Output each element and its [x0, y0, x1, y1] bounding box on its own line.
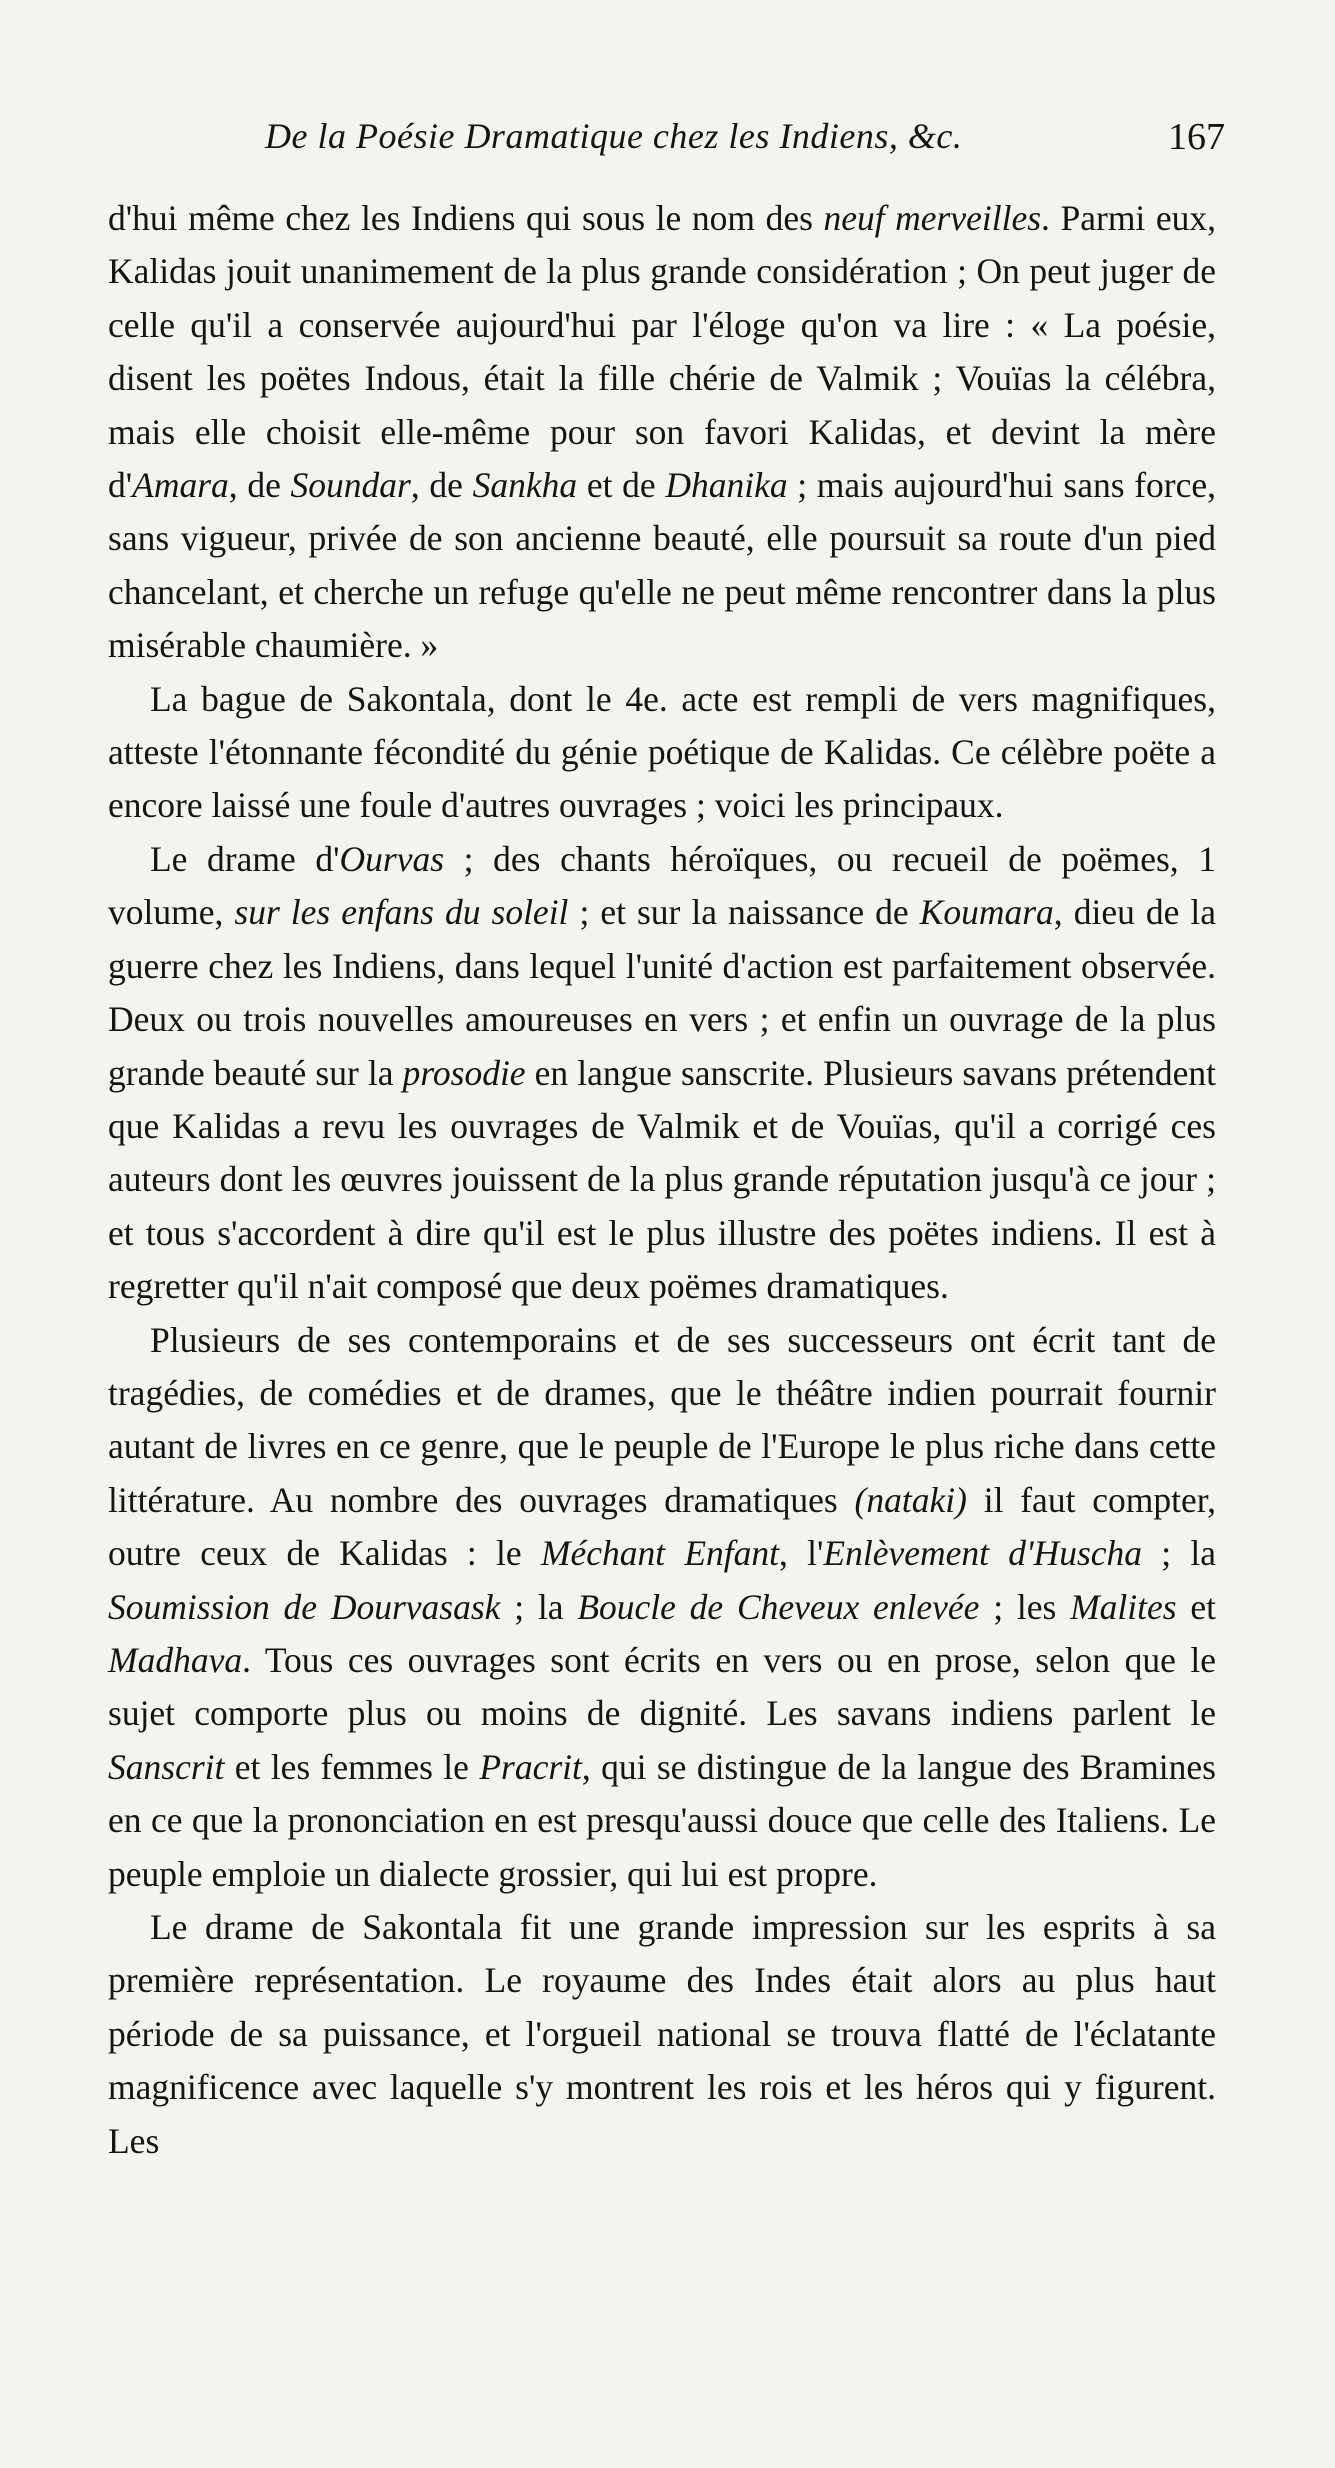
text-run: , de: [410, 465, 473, 506]
text-run: ; la: [500, 1586, 578, 1627]
italic-run: neuf merveilles: [823, 198, 1042, 238]
italic-run: Amara: [132, 465, 229, 506]
text-run: en langue sanscrite. Plusieurs savans prétendent que Kalidas a revu les ouvrages de Valmik et de Vouïas, qu'il a corrigé ces auteurs dont les œuvres jouissent de la plus grande réputation jusqu'à ce jour ; et tous s'accordent à dire qu'il est le plus illustre des poëtes indiens. Il est à regretter qu'il n'ait composé que deux poëmes dramatiques.: [108, 1052, 1216, 1307]
text-run: Le drame de Sakontala fit une grande impression sur les esprits à sa première représentation. Le royaume des Indes était alors au plus haut période de sa puissance, et l'orgueil national se trouva flatté de l'éclatante magnificence avec laquelle s'y montrent les rois et les héros qui y figurent. Les: [108, 1907, 1216, 2161]
paragraph-2: [108, 673, 1216, 833]
italic-run: Sankha: [472, 465, 578, 506]
text-run: ; des chants héroïques, ou recueil de poëmes, 1 volume,: [108, 838, 1217, 933]
text-run: , de: [228, 465, 291, 506]
body-text: [108, 192, 1216, 2168]
text-run: ; les: [979, 1586, 1071, 1627]
running-title: De la Poésie Dramatique chez les Indiens, &c.: [265, 116, 963, 156]
paragraph-3: [108, 833, 1216, 1314]
italic-run: Koumara: [919, 892, 1054, 933]
text-run: . Parmi eux, Kalidas jouit unanimement de la plus grande considération ; On peut juger de celle qu'il a conservée aujourd'hui par l'éloge qu'on va lire : « La poésie, disent les poëtes Indous, était la fille chérie de Valmik ; Vouïas la célébra, mais elle choisit elle-même pour son favori Kalidas, et devint la mère d': [108, 198, 1216, 506]
text-run: ; mais aujourd'hui sans force, sans vigueur, privée de son ancienne beauté, elle poursuit sa route d'un pied chancelant, et cherche un refuge qu'elle ne peut même rencontrer dans la plus misérable chaumière. »: [108, 465, 1217, 666]
paragraph-1: [108, 192, 1216, 673]
italic-run: Soumission de Dourvasask: [108, 1586, 501, 1627]
text-run: et: [1176, 1586, 1216, 1627]
italic-run: Madhava: [108, 1639, 243, 1680]
paragraph-4: [108, 1314, 1216, 1901]
text-run: et de: [577, 465, 666, 506]
paragraph-5: [108, 1901, 1216, 2168]
italic-run: Soundar: [290, 465, 411, 506]
text-run: ; et sur la naissance de: [568, 892, 920, 933]
text-run: d'hui même chez les Indiens qui sous le nom des: [108, 198, 824, 238]
text-run: . Tous ces ouvrages sont écrits en vers ou en prose, selon que le sujet comporte plus ou moins de dignité. Les savans indiens parlent le: [108, 1639, 1216, 1734]
italic-run: Méchant Enfant: [540, 1533, 779, 1574]
italic-run: prosodie: [402, 1052, 526, 1093]
page-number: 167: [1168, 116, 1225, 158]
italic-run: Ourvas: [339, 838, 445, 879]
text-run: Le drame d': [150, 838, 340, 879]
italic-run: Malites: [1070, 1586, 1177, 1627]
italic-run: Sanscrit: [108, 1746, 225, 1787]
text-run: , dieu de la guerre chez les Indiens, dans lequel l'unité d'action est parfaitement observée. Deux ou trois nouvelles amoureuses en vers ; et enfin un ouvrage de la plus grande beauté sur la: [108, 892, 1217, 1093]
text-run: , l': [779, 1533, 824, 1574]
text-run: et les femmes le: [224, 1746, 480, 1787]
italic-run: Pracrit: [479, 1746, 582, 1787]
text-run: Plusieurs de ses contemporains et de ses successeurs ont écrit tant de tragédies, de comédies et de drames, que le théâtre indien pourrait fournir autant de livres en ce genre, que le peuple de l'Europe le plus riche dans cette littérature. Au nombre des ouvrages dramatiques: [108, 1319, 1216, 1520]
text-run: , qui se distingue de la langue des Bramines en ce que la prononciation en est presqu'aussi douce que celle des Italiens. Le peuple emploie un dialecte grossier, qui lui est propre.: [108, 1746, 1216, 1894]
text-run: La bague de Sakontala, dont le 4e. acte est rempli de vers magnifiques, atteste l'étonnante fécondité du génie poétique de Kalidas. Ce célèbre poëte a encore laissé une foule d'autres ouvrages ; voici les principaux.: [108, 678, 1216, 826]
italic-run: Enlèvement d'Huscha: [823, 1533, 1143, 1574]
running-header: [265, 115, 1225, 175]
text-run: il faut compter, outre ceux de Kalidas : le: [108, 1479, 1216, 1574]
italic-run: (nataki): [854, 1479, 967, 1520]
italic-run: sur les enfans du soleil: [234, 892, 569, 933]
italic-run: Boucle de Cheveux enlevée: [577, 1586, 980, 1627]
italic-run: Dhanika: [665, 465, 788, 506]
text-run: ; la: [1142, 1533, 1216, 1574]
